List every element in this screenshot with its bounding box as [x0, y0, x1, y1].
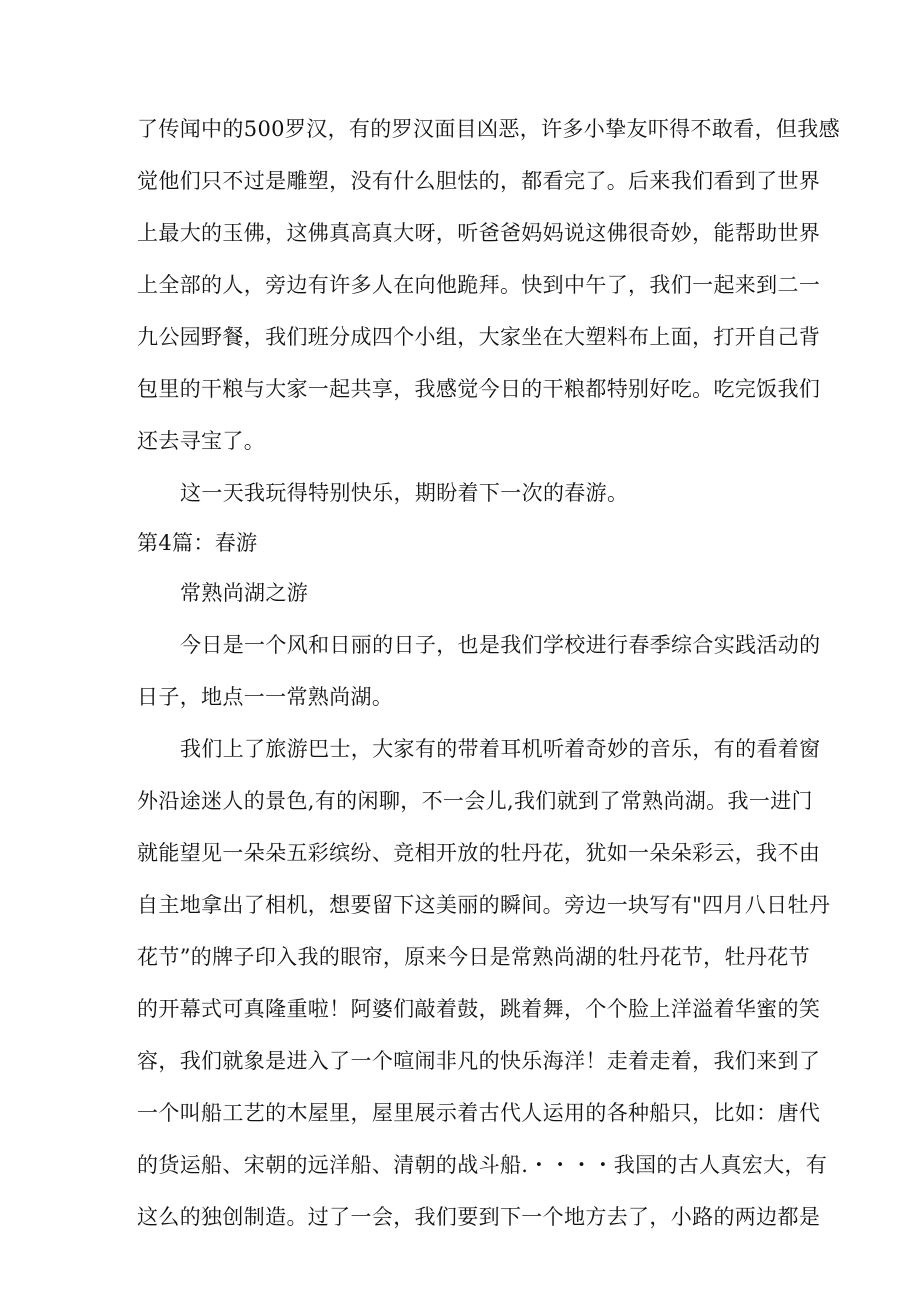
closing-line: 这一天我玩得特别快乐，期盼着下一次的春游。 [180, 481, 629, 505]
essay-title: 常熟尚湖之游 [180, 581, 309, 605]
paragraph-line: 这么的独创制造。过了一会，我们要到下一个地方去了，小路的两边都是 [137, 1205, 821, 1229]
paragraph-line: 的货运船、宋朝的远洋船、清朝的战斗船.・・・・我国的古人真宏大，有 [137, 1153, 828, 1177]
paragraph-line: 觉他们只不过是雕塑，没有什么胆怯的，都看完了。后来我们看到了世界 [137, 169, 821, 193]
paragraph-line: 就能望见一朵朵五彩缤纷、竞相开放的牡丹花，犹如一朵朵彩云，我不由 [137, 841, 821, 865]
section-heading: 第4篇：春游 [137, 531, 258, 555]
paragraph-line: 今日是一个风和日丽的日子，也是我们学校进行春季综合实践活动的 [180, 633, 821, 657]
paragraph-line: 上最大的玉佛，这佛真高真大呀，听爸爸妈妈说这佛很奇妙，能帮助世界 [137, 221, 821, 245]
paragraph-line: 九公园野餐，我们班分成四个小组，大家坐在大塑料布上面，打开自己背 [137, 325, 821, 349]
paragraph-line: 我们上了旅游巴士，大家有的带着耳机听着奇妙的音乐，有的看着窗 [180, 737, 821, 761]
paragraph-line: 日子，地点一一常熟尚湖。 [137, 685, 394, 709]
paragraph-line: 一个叫船工艺的木屋里，屋里展示着古代人运用的各种船只，比如：唐代 [137, 1101, 821, 1125]
paragraph-line: 容，我们就象是进入了一个喧闹非凡的快乐海洋！走着走着，我们来到了 [137, 1049, 821, 1073]
paragraph-line: 了传闻中的500罗汉，有的罗汉面目凶恶，许多小挚友吓得不敢看，但我感 [137, 117, 840, 141]
paragraph-line: 自主地拿出了相机，想要留下这美丽的瞬间。旁边一块写有"四月八日牡丹 [137, 893, 831, 917]
paragraph-line: 的开幕式可真隆重啦！阿婆们敲着鼓，跳着舞，个个脸上洋溢着华蜜的笑 [137, 997, 821, 1021]
paragraph-line: 上全部的人，旁边有许多人在向他跪拜。快到中午了，我们一起来到二一 [137, 273, 821, 297]
paragraph-line: 包里的干粮与大家一起共享，我感觉今日的干粮都特别好吃。吃完饭我们 [137, 377, 821, 401]
paragraph-line: 花节”的牌子印入我的眼帘，原来今日是常熟尚湖的牡丹花节，牡丹花节 [137, 945, 810, 969]
paragraph-line: 还去寻宝了。 [137, 429, 266, 453]
paragraph-line: 外沿途迷人的景色,有的闲聊，不一会儿,我们就到了常熟尚湖。我一进门 [137, 789, 813, 813]
